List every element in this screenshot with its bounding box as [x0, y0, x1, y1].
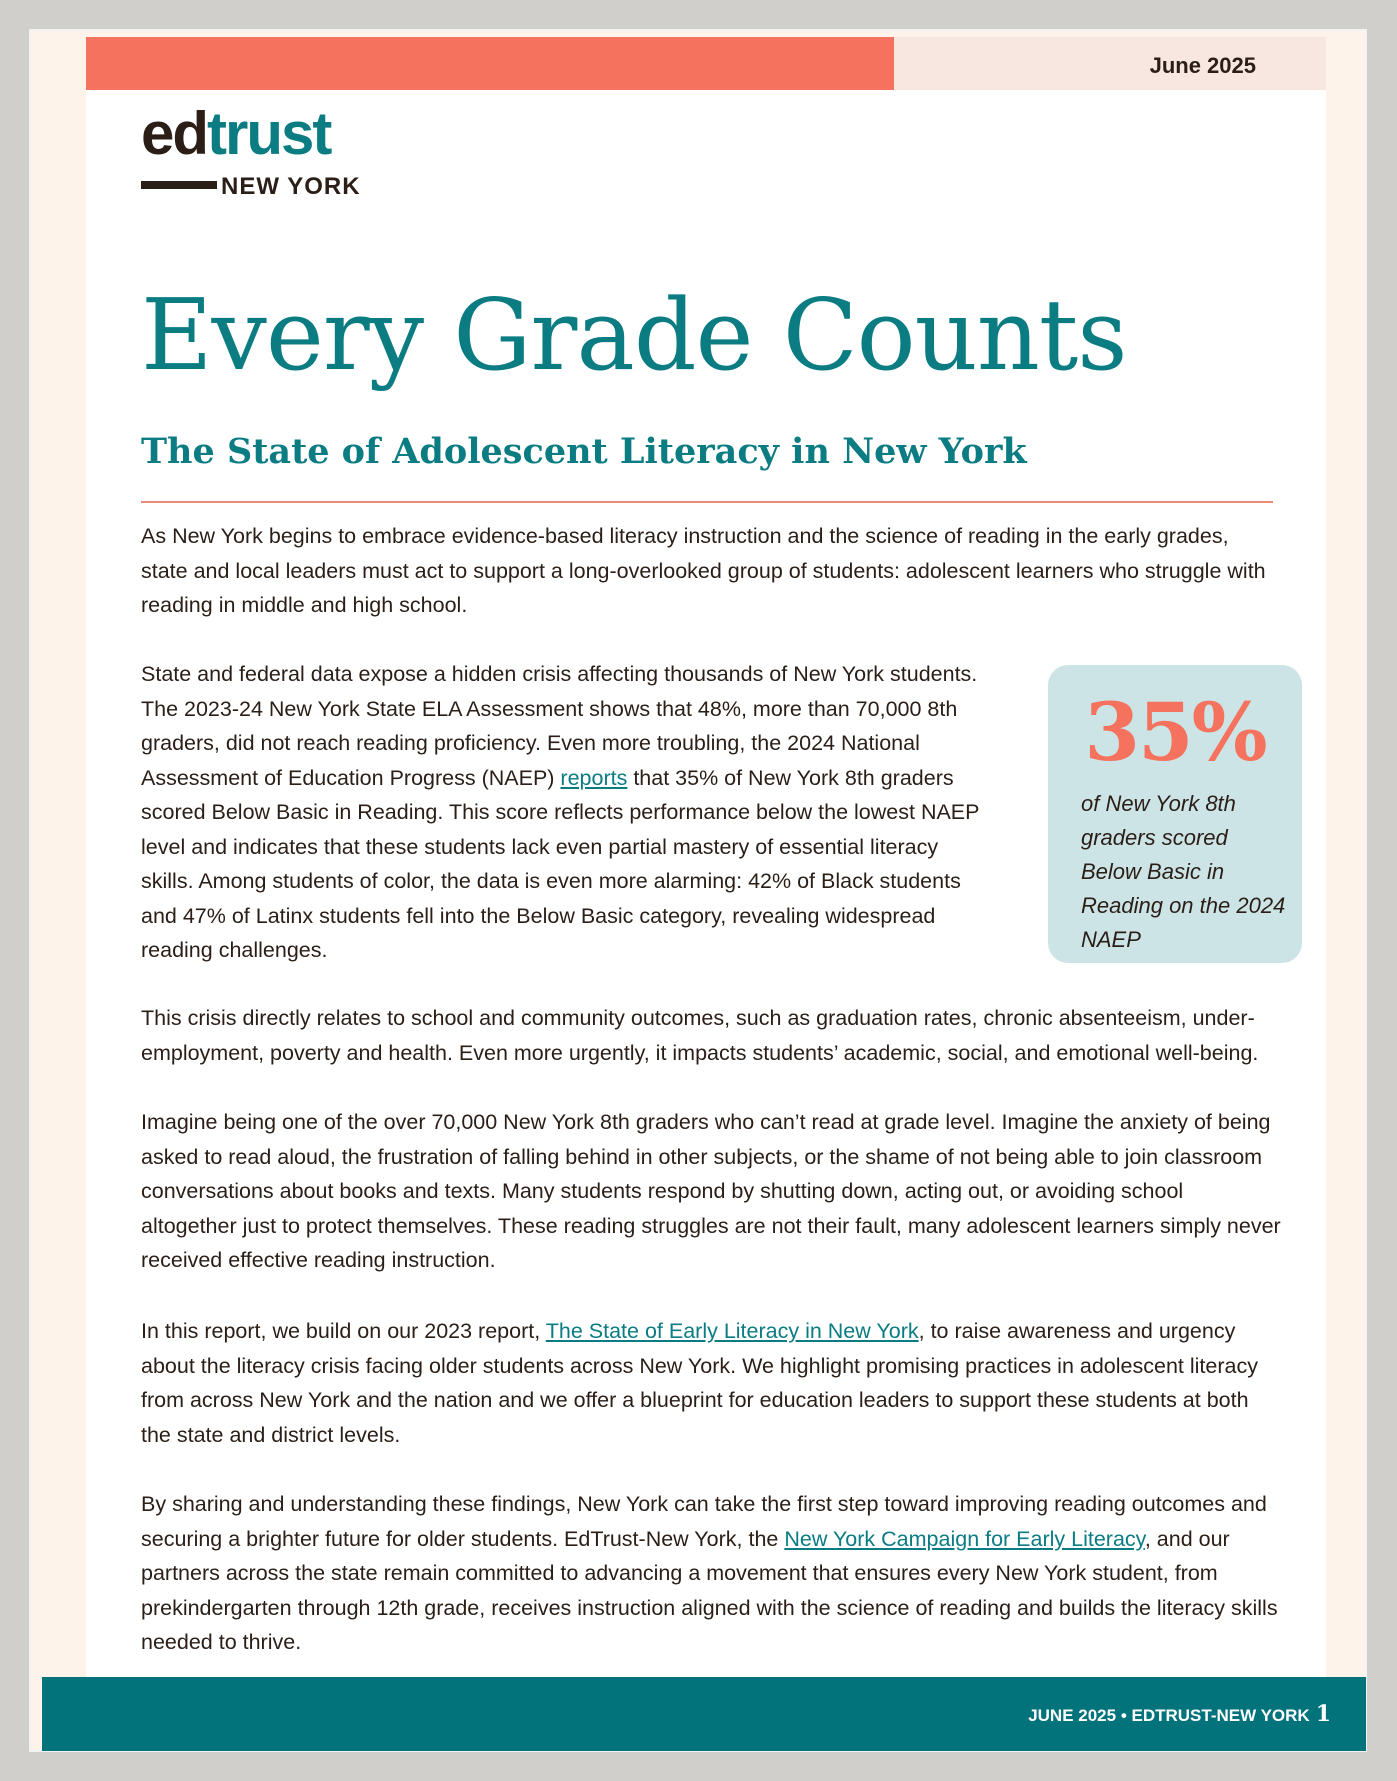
- reports-link[interactable]: reports: [560, 765, 628, 790]
- paragraph-report: [141, 1314, 1281, 1452]
- page-footer: [42, 1677, 1366, 1751]
- callout-stat-number: 35%: [1084, 685, 1266, 779]
- paragraph-data: [141, 657, 991, 968]
- header-date-bar: [894, 37, 1326, 90]
- paragraph-text: , to raise awareness and urgency about the literacy crisis facing older students across New York. We highlight promising practices in adolescent literacy from across New York and the nation and we offer a blueprint for education leaders to support these students at both the state and district levels.: [141, 1319, 1258, 1447]
- logo-wordmark: [141, 101, 330, 167]
- page-number: 1: [1315, 1701, 1331, 1727]
- stat-callout-box: [1048, 665, 1302, 963]
- page-title: Every Grade Counts: [141, 279, 1127, 393]
- paragraph-text: In this report, we build on our 2023 report,: [141, 1319, 546, 1343]
- footer-text: JUNE 2025 • EDTRUST-NEW YORK: [1028, 1706, 1310, 1725]
- header-accent-bar: [86, 37, 894, 90]
- logo-underline: [141, 181, 217, 189]
- logo-trust: trust: [207, 100, 331, 167]
- paragraph-text: , and our partners across the state remain committed to advancing a movement that ensures every New York student, from prekindergarten through 12th grade, receives instruction aligned with the science of reading and builds the literacy skills needed to thrive.: [141, 1526, 1278, 1654]
- paragraph-imagine: Imagine being one of the over 70,000 New York 8th graders who can’t read at grade level. Imagine the anxiety of being asked to read aloud, the frustration of falling behind in other subjects, or the shame of not being able to join classroom conversations about books and texts. Many students respond by shutting down, acting out, or avoiding school altogether just to protect themselves. These reading struggles are not their fault, many adolescent learners simply never received effective reading instruction.: [141, 1110, 1281, 1272]
- paragraph-intro: As New York begins to embrace evidence-based literacy instruction and the science of reading in the early grades, state and local leaders must act to support a long-overlooked group of students: adolescent learners who struggle with reading in middle and high school.: [141, 524, 1266, 617]
- title-divider: [141, 501, 1273, 503]
- paragraph-text: that 35% of New York 8th graders scored Below Basic in Reading. This score reflects performance below the lowest NAEP level and indicates that these students lack even partial mastery of essential literacy skills. Among students of color, the data is even more alarming: 42% of Black students and 47% of Latinx students fell into the Below Basic category, revealing widespread reading challenges.: [141, 765, 980, 962]
- footer-label: [1028, 1701, 1331, 1727]
- campaign-early-literacy-link[interactable]: New York Campaign for Early Literacy: [784, 1526, 1145, 1551]
- logo-ed: ed: [141, 100, 208, 167]
- callout-stat-description: of New York 8th graders scored Below Basic in Reading on the 2024 NAEP: [1081, 791, 1286, 952]
- edtrust-logo: [141, 101, 381, 211]
- logo-subtitle: NEW YORK: [221, 173, 361, 200]
- page-subtitle: The State of Adolescent Literacy in New York: [141, 431, 1027, 472]
- header-date: June 2025: [1149, 53, 1256, 78]
- paragraph-text: By sharing and understanding these findings, New York can take the first step toward improving reading outcomes and securing a brighter future for older students. EdTrust-New York, the: [141, 1492, 1267, 1551]
- paragraph-conclusion: [141, 1487, 1281, 1660]
- document-page: [29, 29, 1367, 1752]
- paragraph-outcomes: This crisis directly relates to school and community outcomes, such as graduation rates, chronic absenteeism, under-employment, poverty and health. Even more urgently, it impacts students’ academic, social, and emotional well-being.: [141, 1006, 1259, 1065]
- early-literacy-report-link[interactable]: The State of Early Literacy in New York: [545, 1319, 919, 1343]
- paragraph-text: State and federal data expose a hidden crisis affecting thousands of New York students. The 2023-24 New York State ELA Assessment shows that 48%, more than 70,000 8th graders, did not reach reading proficiency. Even more troubling, the 2024 National Assessment of Education Progress (NAEP): [141, 662, 978, 790]
